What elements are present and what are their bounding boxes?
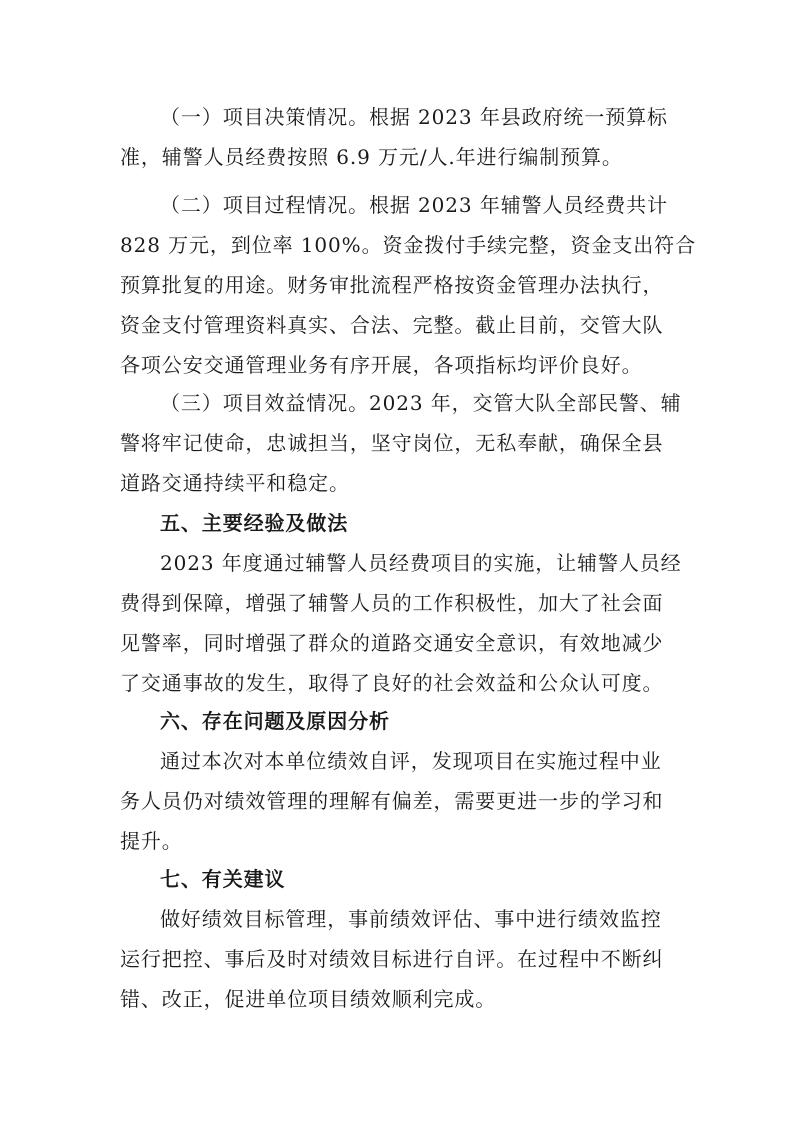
paragraph-experience-line-1: 2023 年度通过辅警人员经费项目的实施，让辅警人员经	[160, 551, 682, 575]
paragraph-problems-line-2: 务人员仍对绩效管理的理解有偏差，需要更进一步的学习和	[120, 789, 664, 813]
paragraph-decision-line-1: （一）项目决策情况。根据 2023 年县政府统一预算标	[160, 105, 668, 129]
paragraph-process-line-3: 预算批复的用途。财务审批流程严格按资金管理办法执行，	[120, 273, 664, 297]
paragraph-experience-line-4: 了交通事故的发生，取得了良好的社会效益和公众认可度。	[120, 671, 664, 695]
paragraph-benefit-line-2: 警将牢记使命，忠诚担当，坚守岗位，无私奉献，确保全县	[120, 431, 664, 455]
paragraph-experience-line-2: 费得到保障，增强了辅警人员的工作积极性，加大了社会面	[120, 591, 664, 615]
paragraph-suggestions-line-3: 错、改正，促进单位项目绩效顺利完成。	[120, 987, 497, 1011]
paragraph-process-line-5: 各项公安交通管理业务有序开展，各项指标均评价良好。	[120, 353, 643, 377]
paragraph-suggestions-line-1: 做好绩效目标管理，事前绩效评估、事中进行绩效监控	[160, 907, 662, 931]
paragraph-problems-line-3: 提升。	[120, 829, 183, 853]
section-heading-problems: 六、存在问题及原因分析	[160, 709, 390, 733]
section-heading-experience: 五、主要经验及做法	[160, 511, 349, 535]
paragraph-process-line-2: 828 万元，到位率 100%。资金拨付手续完整，资金支出符合	[120, 233, 696, 257]
paragraph-problems-line-1: 通过本次对本单位绩效自评，发现项目在实施过程中业	[160, 749, 662, 773]
paragraph-process-line-4: 资金支付管理资料真实、合法、完整。截止目前，交管大队	[120, 313, 664, 337]
paragraph-process-line-1: （二）项目过程情况。根据 2023 年辅警人员经费共计	[160, 193, 668, 217]
paragraph-suggestions-line-2: 运行把控、事后及时对绩效目标进行自评。在过程中不断纠	[120, 947, 664, 971]
paragraph-benefit-line-1: （三）项目效益情况。2023 年，交管大队全部民警、辅	[160, 391, 682, 415]
paragraph-benefit-line-3: 道路交通持续平和稳定。	[120, 471, 350, 495]
paragraph-experience-line-3: 见警率，同时增强了群众的道路交通安全意识，有效地减少	[120, 631, 664, 655]
paragraph-decision-line-2: 准，辅警人员经费按照 6.9 万元/人.年进行编制预算。	[120, 145, 623, 169]
section-heading-suggestions: 七、有关建议	[160, 867, 286, 891]
